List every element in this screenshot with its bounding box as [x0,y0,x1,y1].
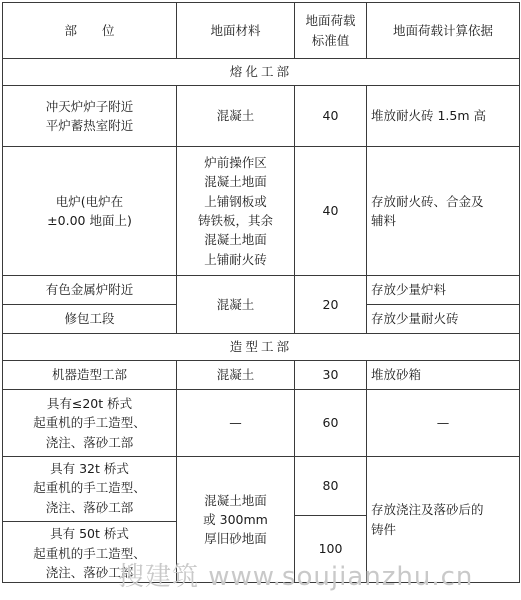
part-cell: 电炉(电炉在 ±0.00 地面上) [3,147,177,276]
table-row [3,457,520,516]
header-basis: 地面荷载计算依据 [367,3,520,59]
material-cell: 混凝土 [177,361,295,390]
material-cell: — [177,390,295,457]
header-row [3,3,520,59]
part-cell: 机器造型工部 [3,361,177,390]
load-cell: 40 [295,147,367,276]
load-cell: 30 [295,361,367,390]
part-cell: 有色金属炉附近 [3,276,177,305]
load-cell: 100 [295,515,367,582]
load-cell: 60 [295,390,367,457]
section-title-melting: 熔化工部 [3,59,520,86]
table-row [3,361,520,390]
material-cell: 混凝土 [177,276,295,334]
row-divider [3,521,176,522]
basis-cell: 存放少量耐火砖 [367,305,520,334]
table-row [3,86,520,147]
section-row-molding [3,334,520,361]
table-row [3,276,520,305]
material-cell: 炉前操作区 混凝土地面 上铺钢板或 铸铁板，其余 混凝土地面 上铺耐火砖 [177,147,295,276]
material-cell: 混凝土地面 或 300mm 厚旧砂地面 [177,457,295,583]
basis-cell: 存放浇注及落砂后的 铸件 [367,457,520,583]
watermark: 搜建筑 www.soujianzhu.cn [118,562,474,592]
floor-load-table [2,2,520,583]
basis-cell: 存放耐火砖、合金及 辅料 [367,147,520,276]
header-material: 地面材料 [177,3,295,59]
part-cell: 具有≤20t 桥式 起重机的手工造型、 浇注、落砂工部 [3,390,177,457]
section-row-melting [3,59,520,86]
part-cell: 冲天炉炉子附近 平炉蓄热室附近 [3,86,177,147]
load-cell: 80 [295,457,367,516]
header-load: 地面荷载 标准值 [295,3,367,59]
table-row [3,147,520,276]
header-part: 部 位 [3,3,177,59]
basis-cell: — [367,390,520,457]
part-cell: 修包工段 [3,305,177,334]
load-cell: 40 [295,86,367,147]
basis-cell: 存放少量炉料 [367,276,520,305]
table-row [3,390,520,457]
basis-cell: 堆放砂箱 [367,361,520,390]
basis-cell: 堆放耐火砖 1.5m 高 [367,86,520,147]
load-cell: 20 [295,276,367,334]
section-title-molding: 造型工部 [3,334,520,361]
part-cell: 具有 32t 桥式 起重机的手工造型、 浇注、落砂工部 具有 50t 桥式 起重机的手工造型、 浇注、落砂工部 [3,457,177,583]
material-cell: 混凝土 [177,86,295,147]
